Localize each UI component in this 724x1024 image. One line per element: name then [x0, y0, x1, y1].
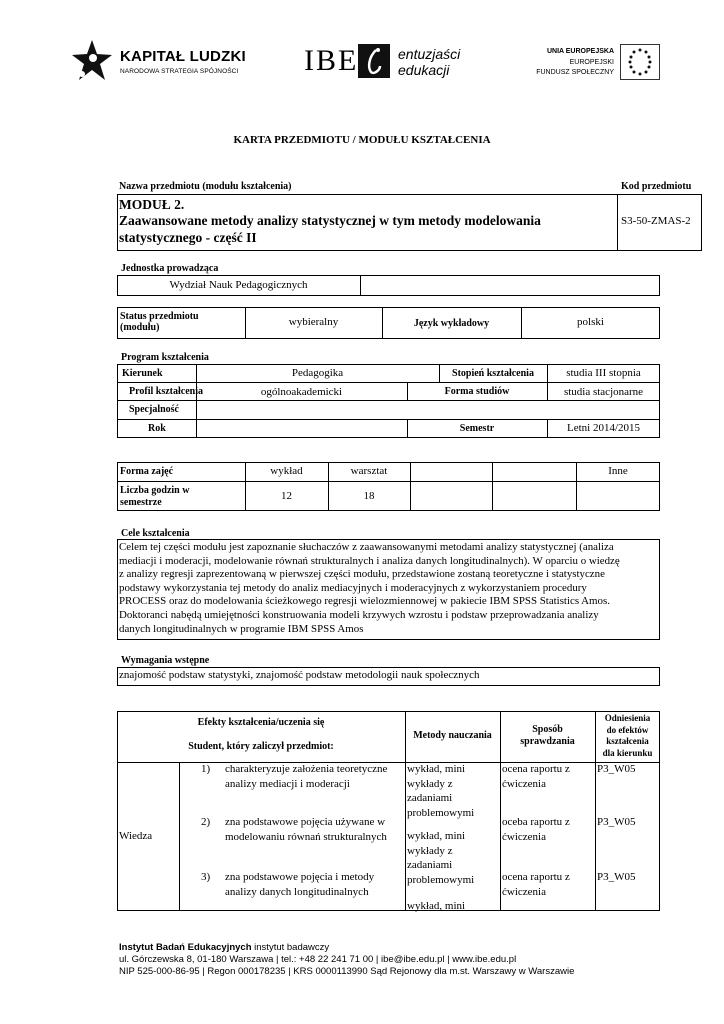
ibe-logo: [300, 40, 480, 84]
cele-line: Celem tej części modułu jest zapoznanie słuchaczów z zaawansowanymi metodami analizy statystycznej (analiza: [119, 541, 614, 553]
entuzjasci-line1: entuzjaści: [398, 46, 461, 62]
jednostka-value: Wydział Nauk Pedagogicznych: [169, 279, 308, 291]
modul-title-line2: statystycznego - część II: [119, 230, 257, 245]
status-value: wybieralny: [288, 316, 339, 328]
odniesienia-header: [595, 713, 660, 759]
cele-line: podstawy wykorzystania tej metody do analiz mediacyjnych i moderacyjnych z wykorzystaniem procedury: [119, 581, 587, 594]
efekt-text: zna podstawowe pojęcia używane w: [225, 816, 386, 828]
kl-subtitle: NARODOWA STRATEGIA SPÓJNOŚCI: [120, 68, 239, 75]
jednostka-label: Jednostka prowadząca: [121, 263, 219, 274]
specjalnosc-label: Specjalność: [129, 404, 179, 415]
kod-value: S3-50-ZMAS-2: [621, 215, 691, 227]
footer-org: [119, 942, 329, 953]
sposob-header-2: sprawdzania: [520, 736, 575, 747]
jezyk-label: Język wykładowy: [413, 318, 490, 329]
godz-warsztat: 18: [363, 490, 375, 502]
efekty-header-1: Efekty kształcenia/uczenia się: [197, 717, 325, 728]
forma-warsztat: warsztat: [350, 465, 388, 477]
efekt-metody: wykłady z: [407, 777, 453, 790]
wymagania-label: Wymagania wstępne: [121, 655, 210, 666]
cele-line: mediacji i moderacji, modelowanie równań strukturalnych i analiza danych longitudinalnych). W oparciu o wiedzę: [119, 554, 620, 567]
cele-line: Doktoranci nabędą umiejętności konstruowania modeli krzywych wzrostu i podstaw przeprowadzania analizy: [119, 608, 599, 621]
footer-org-name: Instytut Badań Edukacyjnych: [119, 942, 252, 953]
forma-zajec-label: Forma zajęć: [120, 466, 174, 477]
cele-line: z analizy regresji zaprezentowaną w pierwszej części modułu, przedstawione zostaną teoretyczne i statystyczne: [119, 568, 605, 581]
efekt-number: 3): [201, 871, 211, 883]
efekt-text: analizy mediacji i moderacji: [225, 777, 350, 790]
efekt-number: 2): [201, 816, 211, 828]
efekt-metody: wykłady z: [407, 844, 453, 857]
efekt-odniesienie: P3_W05: [597, 871, 636, 883]
efekt-text: modelowaniu równań strukturalnych: [225, 830, 387, 843]
efekt-sposob: ćwiczenia: [502, 830, 546, 843]
cele-line: danych longitudinalnych w programie IBM SPSS Amos: [119, 622, 364, 635]
kl-title: KAPITAŁ LUDZKI: [120, 48, 246, 65]
footer-registry: NIP 525-000-86-95 | Regon 000178235 | KRS 0000113990 Sąd Rejonowy dla m.st. Warszawy w Warszawie: [119, 966, 575, 977]
forma-inne: Inne: [608, 465, 628, 477]
cele-line: PROCESS oraz do modelowania ścieżkowego regresji wielozmiennowej w pakiecie IBM SPSS Statistics Amos.: [119, 595, 610, 608]
efekt-sposob: ocena raportu z: [502, 763, 570, 775]
status-label-2: (modułu): [120, 322, 160, 333]
efekty-header-2: Student, który zaliczył przedmiot:: [188, 741, 334, 752]
program-label: Program kształcenia: [121, 352, 209, 363]
wiedza-label: Wiedza: [119, 830, 153, 842]
document-title: KARTA PRZEDMIOTU / MODUŁU KSZTAŁCENIA: [233, 134, 491, 146]
odniesienia-header-line: do efektów: [606, 724, 649, 735]
modul-number: MODUŁ 2.: [119, 197, 185, 212]
eu-line2: EUROPEJSKI: [569, 59, 614, 66]
semestr-value: Letni 2014/2015: [566, 422, 641, 434]
forma-wyklad: wykład: [270, 465, 303, 477]
nazwa-label: Nazwa przedmiotu (modułu kształcenia): [119, 181, 292, 192]
efekt-metody: wykład, mini: [407, 830, 466, 842]
jezyk-value: polski: [577, 316, 604, 328]
modul-title-line1: Zaawansowane metody analizy statystycznej w tym metody modelowania: [119, 213, 541, 228]
kierunek-label: Kierunek: [122, 368, 163, 379]
efekt-sposob: ćwiczenia: [502, 777, 546, 790]
godz-wyklad: 12: [281, 490, 292, 502]
efekt-sposob: ocena raportu z: [502, 871, 570, 883]
eu-line3: FUNDUSZ SPOŁECZNY: [536, 69, 614, 76]
efekt-metody: wykład, mini: [407, 763, 466, 775]
odniesienia-header-line: Odniesienia: [604, 713, 651, 723]
rok-label: Rok: [148, 423, 166, 434]
efekt-text: analizy danych longitudinalnych: [225, 885, 369, 898]
status-label-1: Status przedmiotu: [120, 311, 199, 322]
efekt-odniesienie: P3_W05: [597, 763, 636, 775]
profil-label: Profil kształcenia: [129, 386, 203, 397]
profil-value: ogólnoakademicki: [260, 386, 343, 398]
ibe-mark-icon: [358, 44, 390, 78]
wymagania-value: znajomość podstaw statystyki, znajomość podstaw metodologii nauk społecznych: [119, 669, 480, 681]
forma-studiow-label: Forma studiów: [444, 386, 510, 397]
efekt-text: zna podstawowe pojęcia i metody: [225, 871, 375, 883]
entuzjasci-line2: edukacji: [398, 62, 450, 78]
eu-logo: [520, 44, 660, 84]
efekt-sposob: oceba raportu z: [502, 816, 570, 828]
cele-text: [119, 541, 659, 636]
ibe-wordmark: IBE: [304, 44, 359, 77]
eu-flag-icon: [620, 44, 660, 80]
sposob-header-1: Sposób: [532, 724, 563, 735]
efekt-metody: problemowymi: [407, 873, 475, 886]
kod-label: Kod przedmiotu: [621, 181, 692, 192]
efekt-metody: zadaniami: [407, 859, 453, 871]
efekt-number: 1): [201, 763, 211, 775]
kapital-ludzki-logo: [72, 38, 246, 88]
footer-org-type: instytut badawczy: [251, 942, 330, 953]
efekt-metody: problemowymi: [407, 806, 475, 819]
efekt-metody: wykład, mini: [407, 900, 466, 912]
star-figure-icon: [72, 38, 114, 86]
forma-studiow-value: studia stacjonarne: [563, 386, 644, 398]
efekt-odniesienie: P3_W05: [597, 816, 636, 828]
odniesienia-header-line: dla kierunku: [602, 747, 653, 758]
efekt-sposob: ćwiczenia: [502, 885, 546, 898]
semestr-label: Semestr: [459, 423, 495, 434]
metody-header: Metody nauczania: [413, 730, 492, 741]
liczba-label-2: semestrze: [120, 497, 162, 508]
efekt-metody: zadaniami: [407, 792, 453, 804]
footer-address: ul. Górczewska 8, 01-180 Warszawa | tel.: +48 22 241 71 00 | ibe@ibe.edu.pl | www.ibe.edu.pl: [119, 954, 517, 965]
efekt-text: charakteryzuje założenia teoretyczne: [225, 763, 388, 775]
stopien-label: Stopień kształcenia: [452, 368, 534, 379]
cele-label: Cele kształcenia: [121, 528, 190, 539]
kierunek-value: Pedagogika: [291, 367, 344, 379]
stopien-value: studia III stopnia: [566, 367, 641, 379]
liczba-label-1: Liczba godzin w: [120, 485, 190, 496]
odniesienia-header-line: kształcenia: [606, 736, 649, 746]
eu-line1: UNIA EUROPEJSKA: [546, 48, 614, 55]
